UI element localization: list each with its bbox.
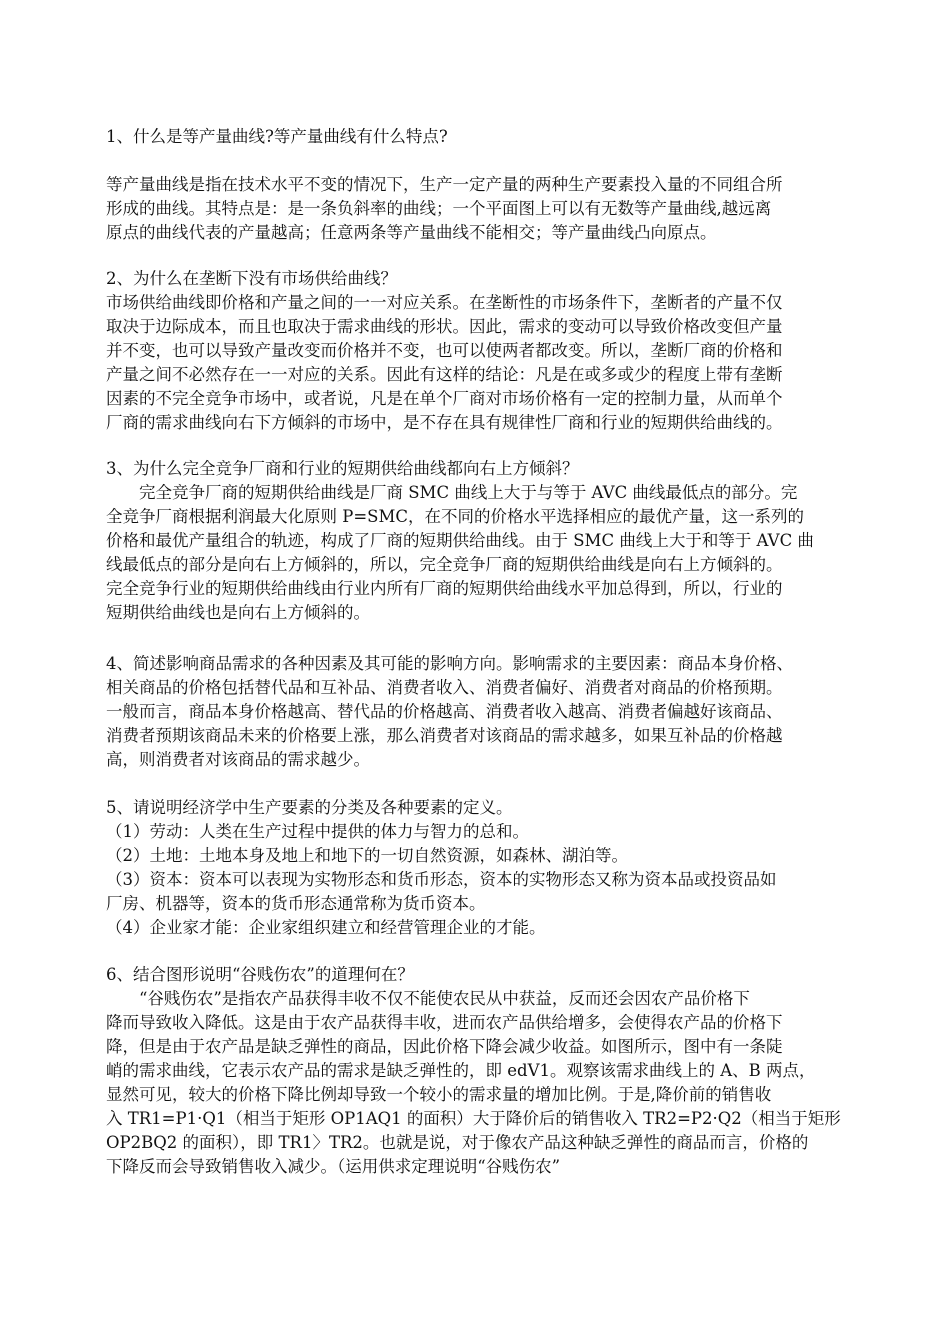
q4-answer-line: 相关商品的价格包括替代品和互补品、消费者收入、消费者偏好、消费者对商品的价格预期。	[106, 678, 783, 697]
q3-answer-line: 完全竞争厂商的短期供给曲线是厂商 SMC 曲线上大于与等于 AVC 曲线最低点的部分。完	[106, 483, 798, 502]
q2-answer-line: 取决于边际成本，而且也取决于需求曲线的形状。因此，需求的变动可以导致价格改变但产量	[106, 317, 783, 336]
q6-answer-line: 显然可见，较大的价格下降比例却导致一个较小的需求量的增加比例。于是,降价前的销售收	[106, 1085, 772, 1104]
q3-answer-line: 短期供给曲线也是向右上方倾斜的。	[106, 603, 370, 622]
q4-answer-line: 一般而言，商品本身价格越高、替代品的价格越高、消费者收入越高、消费者偏越好该商品、	[106, 702, 783, 721]
q6-answer-line: 下降反而会导致销售收入减少。（运用供求定理说明“谷贱伤农”	[106, 1157, 561, 1176]
q5-item-labor: （1）劳动：人类在生产过程中提供的体力与智力的总和。	[106, 822, 529, 841]
q1-answer-line: 原点的曲线代表的产量越高；任意两条等产量曲线不能相交；等产量曲线凸向原点。	[106, 223, 717, 242]
q2-answer-line: 产量之间不必然存在一一对应的关系。因此有这样的结论：凡是在或多或少的程度上带有垄断	[106, 365, 783, 384]
q2-answer-line: 厂商的需求曲线向右下方倾斜的市场中，是不存在具有规律性厂商和行业的短期供给曲线的。	[106, 413, 783, 432]
q5-item-capital-cont: 厂房、机器等，资本的货币形态通常称为货币资本。	[106, 894, 486, 913]
q5-heading: 5、请说明经济学中生产要素的分类及各种要素的定义。	[106, 798, 513, 817]
q5-item-land: （2）土地：土地本身及地上和地下的一切自然资源，如森林、湖泊等。	[106, 846, 628, 865]
q3-answer-line: 完全竞争行业的短期供给曲线由行业内所有厂商的短期供给曲线水平加总得到，所以，行业的	[106, 579, 783, 598]
q2-answer-line: 因素的不完全竞争市场中，或者说，凡是在单个厂商对市场价格有一定的控制力量，从而单个	[106, 389, 783, 408]
q6-answer-line: 降，但是由于农产品是缺乏弹性的商品，因此价格下降会减少收益。如图所示，图中有一条陡	[106, 1037, 783, 1056]
q1-answer-line: 等产量曲线是指在技术水平不变的情况下，生产一定产量的两种生产要素投入量的不同组合所	[106, 175, 783, 194]
q6-answer-line: 入 TR1=P1·Q1（相当于矩形 OP1AQ1 的面积）大于降价后的销售收入 TR2=P2·Q2（相当于矩形	[106, 1109, 841, 1128]
q3-answer-line: 线最低点的部分是向右上方倾斜的，所以，完全竞争厂商的短期供给曲线是向右上方倾斜的。	[106, 555, 783, 574]
q5-item-entrepreneurship: （4）企业家才能：企业家组织建立和经营管理企业的才能。	[106, 918, 546, 937]
q4-answer-line: 高，则消费者对该商品的需求越少。	[106, 750, 370, 769]
q4-heading: 4、简述影响商品需求的各种因素及其可能的影响方向。影响需求的主要因素：商品本身价格、	[106, 654, 793, 673]
q4-answer-line: 消费者预期该商品未来的价格要上涨，那么消费者对该商品的需求越多，如果互补品的价格越	[106, 726, 783, 745]
q2-heading: 2、为什么在垄断下没有市场供给曲线？	[106, 269, 397, 288]
q5-item-capital: （3）资本：资本可以表现为实物形态和货币形态，资本的实物形态又称为资本品或投资品如	[106, 870, 777, 889]
q6-answer-line: OP2BQ2 的面积），即 TR1〉TR2。也就是说，对于像农产品这种缺乏弹性的商品而言，价格的	[106, 1133, 809, 1152]
q3-heading: 3、为什么完全竞争厂商和行业的短期供给曲线都向右上方倾斜？	[106, 459, 579, 478]
q1-heading: 1、什么是等产量曲线?等产量曲线有什么特点?	[106, 127, 448, 146]
q6-answer-line: 峭的需求曲线，它表示农产品的需求是缺乏弹性的，即 edV1。观察该需求曲线上的 A、B 两点，	[106, 1061, 816, 1080]
q3-answer-line: 全竞争厂商根据利润最大化原则 P=SMC，在不同的价格水平选择相应的最优产量，这一系列的	[106, 507, 804, 526]
q6-heading: 6、结合图形说明“谷贱伤农”的道理何在？	[106, 965, 414, 984]
q2-answer-line: 并不变，也可以导致产量改变而价格并不变，也可以使两者都改变。所以，垄断厂商的价格和	[106, 341, 783, 360]
q6-answer-line: 降而导致收入降低。这是由于农产品获得丰收，进而农产品供给增多，会使得农产品的价格下	[106, 1013, 783, 1032]
q1-answer-line: 形成的曲线。其特点是：是一条负斜率的曲线；一个平面图上可以有无数等产量曲线,越远离	[106, 199, 772, 218]
q6-answer-line: “谷贱伤农”是指农产品获得丰收不仅不能使农民从中获益，反而还会因农产品价格下	[106, 989, 750, 1008]
q3-answer-line: 价格和最优产量组合的轨迹，构成了厂商的短期供给曲线。由于 SMC 曲线上大于和等于 AVC 曲	[106, 531, 814, 550]
q2-answer-line: 市场供给曲线即价格和产量之间的一一对应关系。在垄断性的市场条件下，垄断者的产量不仅	[106, 293, 783, 312]
